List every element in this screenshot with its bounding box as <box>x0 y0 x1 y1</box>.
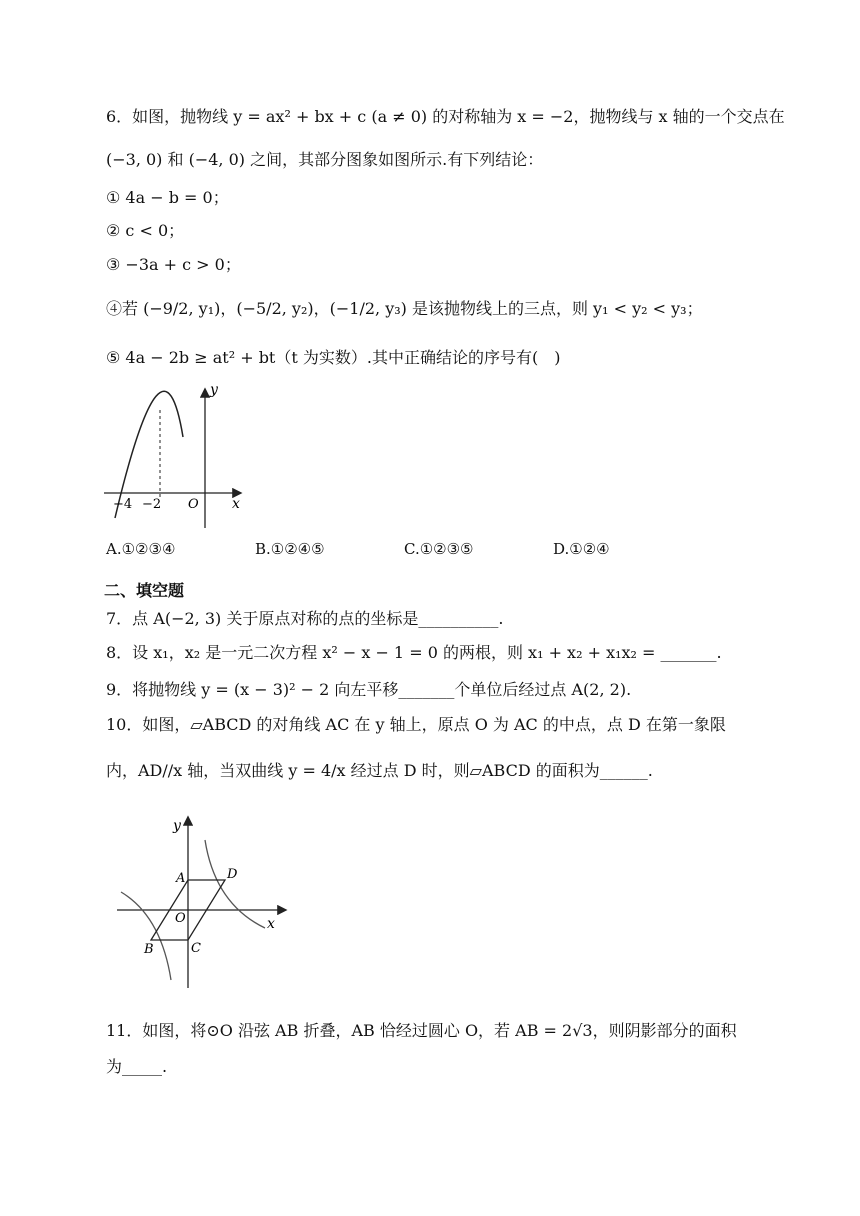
q6-conclusion-2: ② c < 0； <box>106 221 185 240</box>
q11-stem-line2: 为_____. <box>106 1057 168 1076</box>
q10-parallelogram-figure <box>115 812 295 992</box>
point-a-label: A <box>176 871 186 886</box>
q11-stem-line1: 11．如图，将⊙O 沿弦 AB 折叠，AB 恰经过圆心 O，若 AB = 2√3，则阴影部分的面积 <box>106 1021 737 1040</box>
tick-label-neg2: −2 <box>142 497 162 512</box>
tick-label-neg4: −4 <box>113 497 133 512</box>
point-b-label: B <box>144 942 154 957</box>
section-heading-fill-in: 二、填空题 <box>104 581 185 600</box>
q7-text: 7．点 A(−2, 3) 关于原点对称的点的坐标是__________. <box>106 609 504 628</box>
q6-option-b: B.①②④⑤ <box>255 540 325 558</box>
q6-conclusion-4: ④若 (−9/2, y₁)，(−5/2, y₂)，(−1/2, y₃) 是该抛物线上的三点，则 y₁ < y₂ < y₃； <box>106 299 703 318</box>
q6-option-d: D.①②④ <box>553 540 610 558</box>
point-c-label: C <box>191 941 201 956</box>
q6-parabola-figure <box>100 380 260 535</box>
origin-label: O <box>175 911 186 926</box>
q6-conclusion-5: ⑤ 4a − 2b ≥ at² + bt（t 为实数）.其中正确结论的序号有( ) <box>106 348 561 367</box>
q10-stem-line1: 10．如图，▱ABCD 的对角线 AC 在 y 轴上，原点 O 为 AC 的中点，点 D 在第一象限 <box>106 715 726 734</box>
y-axis-label: y <box>210 382 218 398</box>
y-axis-label: y <box>173 818 181 834</box>
q10-stem-line2: 内，AD//x 轴，当双曲线 y = 4/x 经过点 D 时，则▱ABCD 的面积为______. <box>106 761 653 780</box>
q9-text: 9．将抛物线 y = (x − 3)² − 2 向左平移_______个单位后经过点 A(2, 2). <box>106 680 632 699</box>
x-axis-label: x <box>267 916 275 932</box>
q6-stem-line1: 6．如图，抛物线 y = ax² + bx + c (a ≠ 0) 的对称轴为 x = −2，抛物线与 x 轴的一个交点在 <box>106 107 785 126</box>
q6-conclusion-1: ① 4a − b = 0； <box>106 188 229 207</box>
hyperbola-branch-1 <box>205 840 265 928</box>
q8-text: 8．设 x₁，x₂ 是一元二次方程 x² − x − 1 = 0 的两根，则 x₁ + x₂ + x₁x₂ = _______. <box>106 643 722 662</box>
q6-option-a: A.①②③④ <box>106 540 176 558</box>
x-axis-label: x <box>232 496 240 512</box>
point-d-label: D <box>227 867 238 882</box>
origin-label: O <box>188 497 199 512</box>
q6-stem-line2: (−3, 0) 和 (−4, 0) 之间，其部分图象如图所示.有下列结论： <box>106 150 544 169</box>
hyperbola-branch-2 <box>121 892 171 980</box>
q6-conclusion-3: ③ −3a + c > 0； <box>106 255 241 274</box>
q6-option-c: C.①②③⑤ <box>404 540 474 558</box>
